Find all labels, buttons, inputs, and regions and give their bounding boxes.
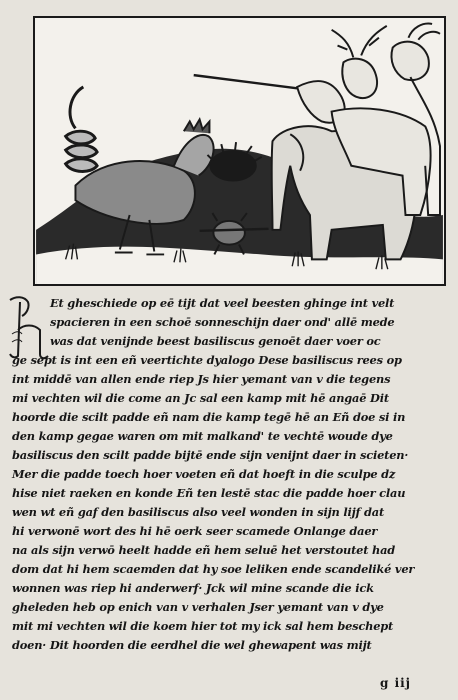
unicorn-figure [194, 75, 345, 123]
text-line-2: spacieren in een schoē sonneschijn daer ond' allē mede [50, 315, 395, 329]
text-line-19: doen· Dit hoorden die eerdhel die wel ghewapent was mijt [12, 638, 372, 652]
signature-mark: g iij [380, 676, 412, 690]
text-line-14: na als sijn verwō heelt hadde eñ hem seluē het verstoutet had [12, 543, 396, 557]
serpent-figure [66, 87, 98, 172]
text-line-10: Mer die padde toech hoer voeten eñ dat hoeft in die sculpe dz [12, 467, 396, 481]
text-line-3: was dat venijnde beest basiliscus genoēt daer voer oc [50, 334, 381, 348]
woodcut-illustration [33, 16, 446, 286]
text-line-4: ge sept is int een eñ veertichte dyalogo Dese basiliscus rees op [12, 353, 402, 367]
text-line-12: wen wt eñ gaf den basiliscus also veel wonden in sijn lijf dat [12, 505, 385, 519]
text-line-6: mi vechten wil die come an Jc sal een kamp mit hē angaē Dit [12, 391, 389, 405]
decorated-initial-h [6, 294, 50, 360]
text-line-7: hoorde die scilt padde eñ nam die kamp tegē hē an Eñ doe si in [12, 410, 406, 424]
text-line-11: hise niet raeken en konde Eñ ten lestē stac die padde hoer clau [12, 486, 406, 500]
text-line-18: mit mi vechten wil die koem hier tot my ick sal hem beschept [12, 619, 394, 633]
text-line-9: basiliscus den scilt padde bijtē ende sijn venijnt daer in scieten· [12, 448, 409, 462]
text-line-13: hi verwonē wort des hi hē oerk seer scamede Onlange daer [12, 524, 378, 538]
text-line-16: wonnen was riep hi anderwerf· Jck wil mine scande die ick [12, 581, 374, 595]
text-line-1: Et gheschiede op eē tijt dat veel beesten ghinge int velt [50, 296, 395, 310]
text-line-8: den kamp gegae waren om mit malkand' te vechtē woude dye [12, 429, 393, 443]
text-line-17: gheleden heb op enich van v verhalen Jser yemant van v dye [12, 600, 384, 614]
text-line-5: int middē van allen ende riep Js hier yemant van v die tegens [12, 372, 391, 386]
text-line-15: dom dat hi hem scaemden dat hy soe leliken ende scandeliké ver [12, 562, 415, 576]
